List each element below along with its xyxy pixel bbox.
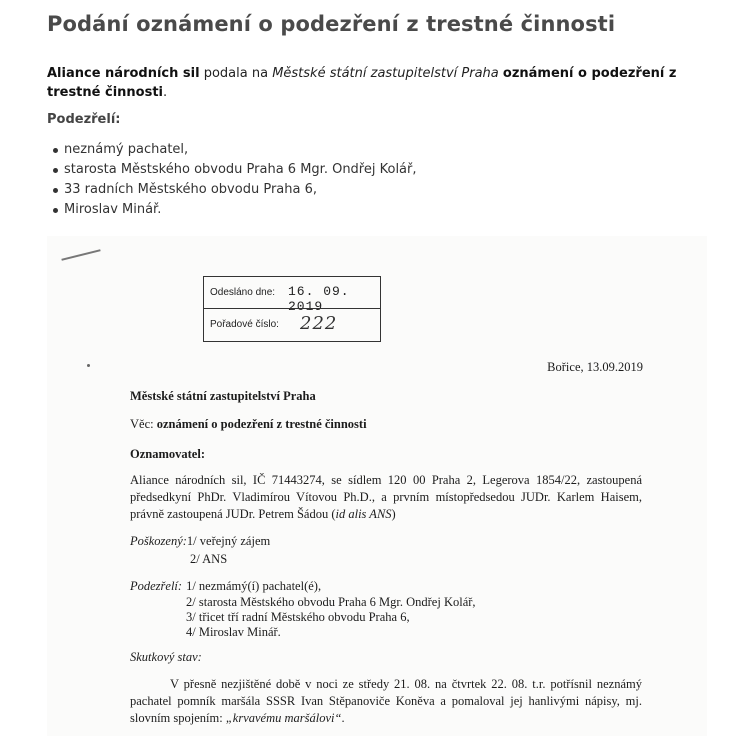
scanned-document xyxy=(47,236,707,736)
suspect-item: 1/ nezmámý(í) pachatel(é), xyxy=(186,579,322,593)
notifier-paragraph xyxy=(130,472,642,523)
subject-line xyxy=(130,417,367,432)
facts-end: . xyxy=(341,711,345,725)
stamp-sent-label: Odesláno dne: xyxy=(210,287,276,298)
place-date: Bořice, 13.09.2019 xyxy=(547,360,643,374)
stamp-sent-value: 16. 09. 2019 xyxy=(288,284,350,314)
facts-text: V přesně nezjištěné době v noci ze středy 21. 08. na čtvrtek 22. 08. t.r. potřísnil neznámý pachatel pomník maršála SSSR Ivan Stěpanoviče Koněva a pomaloval jej hanlivými nápisy, mj. slovním spojením: xyxy=(130,677,642,725)
list-item: Miroslav Minář. xyxy=(47,200,417,220)
notice-text: oznámení o podezření z trestné činnosti xyxy=(47,66,677,100)
org-name: Aliance národních sil xyxy=(47,66,200,81)
subject-prefix: Věc: xyxy=(130,417,157,431)
list-item: 33 radních Městského obvodu Praha 6, xyxy=(47,180,417,200)
subject-text: oznámení o podezření z trestné činnosti xyxy=(156,417,367,431)
facts-paragraph xyxy=(130,676,642,727)
list-item: neznámý pachatel, xyxy=(47,140,417,160)
notifier-text-end: ) xyxy=(391,507,396,521)
list-item: starosta Městského obvodu Praha 6 Mgr. Ondřej Kolář, xyxy=(47,160,417,180)
suspect-item: 4/ Miroslav Minář. xyxy=(186,625,281,639)
injured-item: 2/ ANS xyxy=(190,552,228,566)
lead-verb: podala na xyxy=(199,66,273,81)
suspects-label: Podezřelí: xyxy=(130,579,183,593)
notifier-text: Aliance národních sil, IČ 71443274, se sídlem 120 00 Praha 2, Legerova 1854/22, zastoupená předsedkyní PhDr. Vladimírou Vítovou Ph.D., a prvním místopředsedou JUDr. Karlem Haisem, právně zastoupená JUDr. Petrem Šádou ( xyxy=(130,473,642,521)
facts-quote: „krvavému maršálovi“ xyxy=(225,711,342,725)
suspects-row xyxy=(130,579,321,594)
facts-heading: Skutkový stav: xyxy=(130,650,202,664)
pen-mark xyxy=(61,249,100,261)
suspect-item: 3/ třicet tří radní Městského obvodu Praha 6, xyxy=(186,610,410,624)
suspects-list xyxy=(47,140,417,220)
suspects-heading: Podezřelí: xyxy=(47,112,121,127)
addressee: Městské státní zastupitelství Praha xyxy=(130,389,316,403)
injured-label: Poškozený: xyxy=(130,534,187,548)
lead-end: . xyxy=(163,85,168,100)
scan-speck xyxy=(87,364,90,367)
lead-paragraph xyxy=(47,64,707,102)
office-name: Městské státní zastupitelství Praha xyxy=(272,66,499,81)
stamp-order-value: 222 xyxy=(300,313,338,334)
injured-row xyxy=(130,534,270,549)
injured-item: 1/ veřejný zájem xyxy=(186,534,271,548)
page-title: Podání oznámení o podezření z trestné činnosti xyxy=(47,12,616,36)
notifier-heading: Oznamovatel: xyxy=(130,447,205,461)
suspect-item: 2/ starosta Městského obvodu Praha 6 Mgr. Ondřej Kolář, xyxy=(186,595,476,609)
notifier-alias: id alis ANS xyxy=(335,507,392,521)
stamp-order-label: Pořadové číslo: xyxy=(210,319,279,330)
receipt-stamp xyxy=(203,276,381,342)
